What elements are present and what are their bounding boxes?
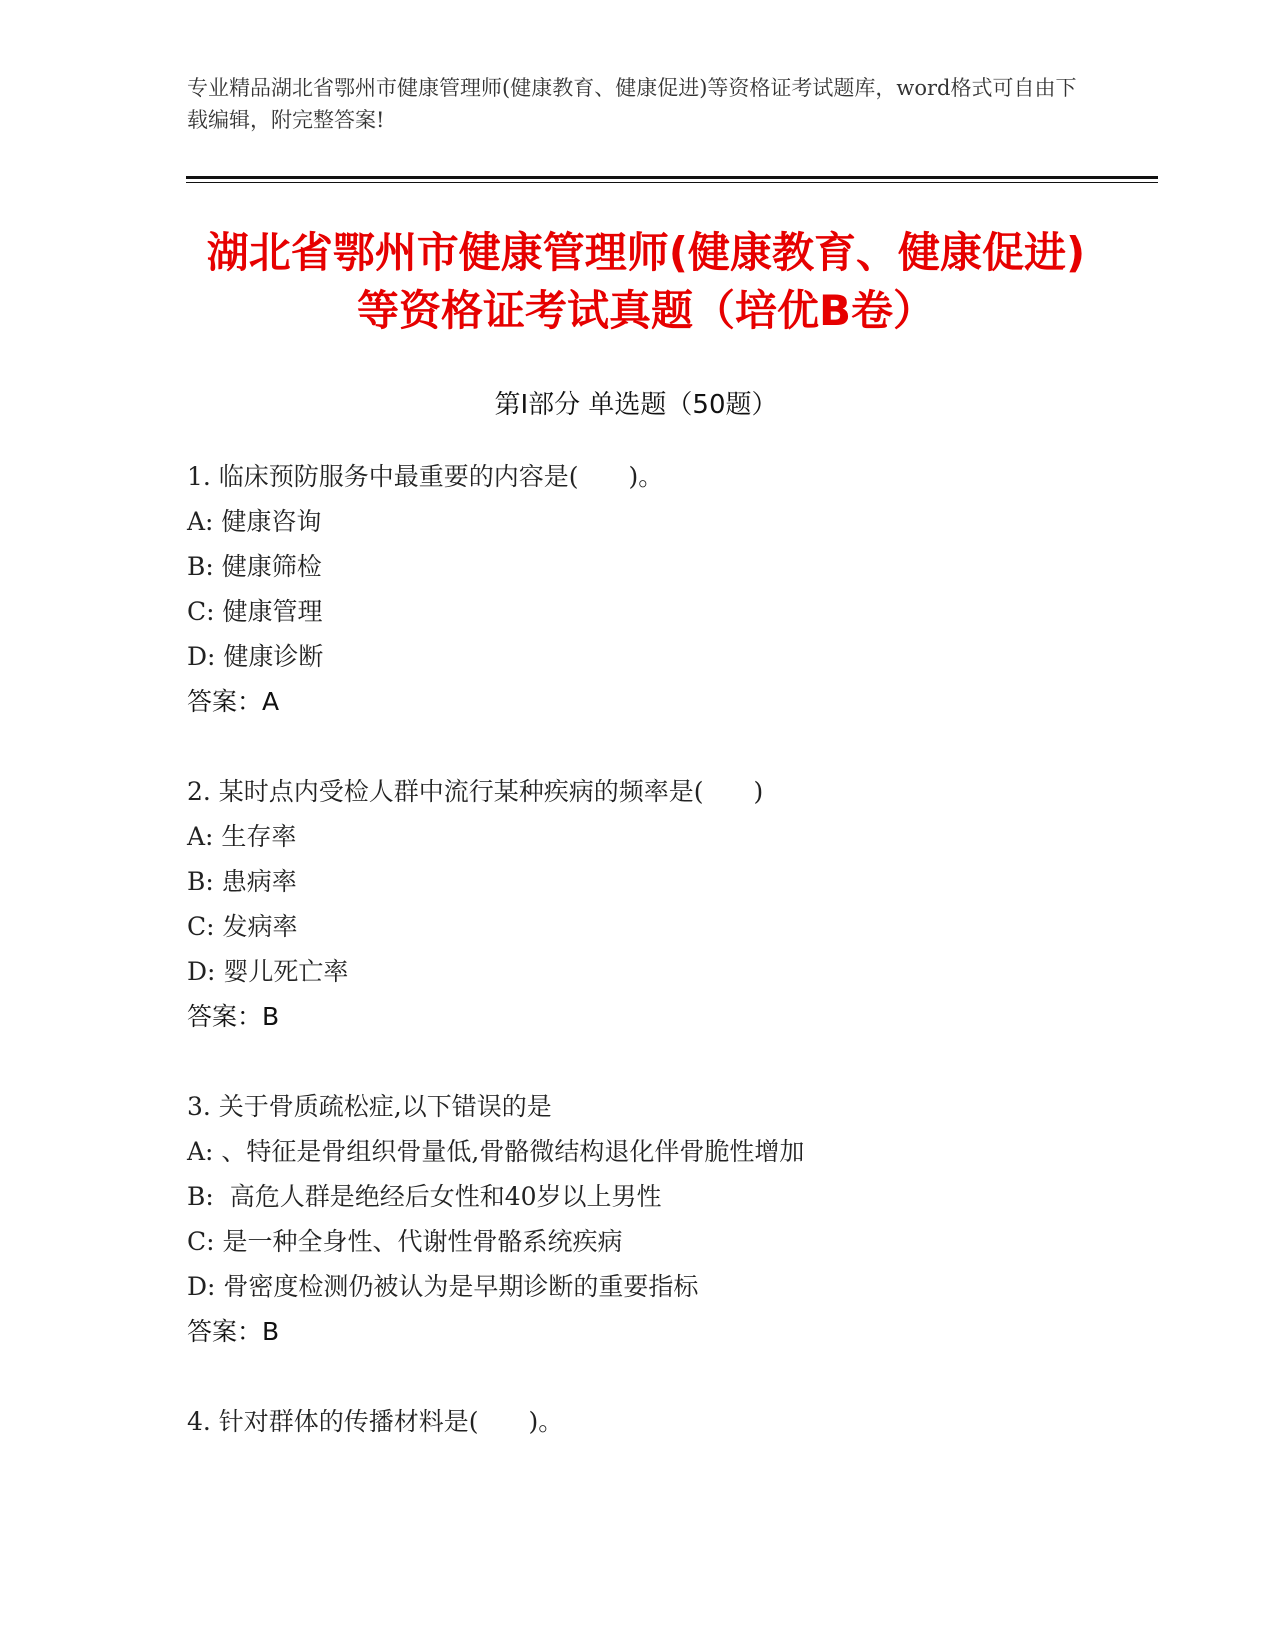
option-c: C: 发病率 (187, 912, 298, 941)
option-a: A: 、特征是骨组织骨量低,骨骼微结构退化伴骨脆性增加 (187, 1137, 805, 1166)
question-4 (187, 1399, 1087, 1444)
option-b: B: 健康筛检 (187, 552, 322, 581)
document-title: 湖北省鄂州市健康管理师(健康教育、健康促进)等资格证考试真题（培优B卷） (206, 228, 1086, 335)
question-stem: 3. 关于骨质疏松症,以下错误的是 (187, 1092, 552, 1121)
header-note: 专业精品湖北省鄂州市健康管理师(健康教育、健康促进)等资格证考试题库，word格式可自由下载编辑，附完整答案! (187, 76, 1077, 132)
option-c: C: 是一种全身性、代谢性骨骼系统疾病 (187, 1227, 623, 1256)
option-d: D: 骨密度检测仍被认为是早期诊断的重要指标 (187, 1272, 699, 1301)
option-c: C: 健康管理 (187, 597, 323, 626)
section-title: 第Ⅰ部分 单选题（50题） (494, 390, 778, 420)
question-3 (187, 1084, 1087, 1354)
question-1 (187, 454, 1087, 724)
option-b: B: 患病率 (187, 867, 297, 896)
answer: 答案：A (187, 687, 280, 716)
option-b: B: 高危人群是绝经后女性和40岁以上男性 (187, 1182, 662, 1211)
option-a: A: 生存率 (187, 822, 297, 851)
answer: 答案：B (187, 1002, 280, 1031)
answer: 答案：B (187, 1317, 280, 1346)
question-2 (187, 769, 1087, 1039)
option-d: D: 婴儿死亡率 (187, 957, 349, 986)
question-stem: 2. 某时点内受检人群中流行某种疾病的频率是( ) (187, 777, 764, 806)
option-a: A: 健康咨询 (187, 507, 322, 536)
header-divider-thin (186, 182, 1158, 183)
question-stem: 1. 临床预防服务中最重要的内容是( )。 (187, 462, 664, 491)
header-divider-thick (186, 176, 1158, 179)
question-stem: 4. 针对群体的传播材料是( )。 (187, 1407, 564, 1436)
option-d: D: 健康诊断 (187, 642, 324, 671)
